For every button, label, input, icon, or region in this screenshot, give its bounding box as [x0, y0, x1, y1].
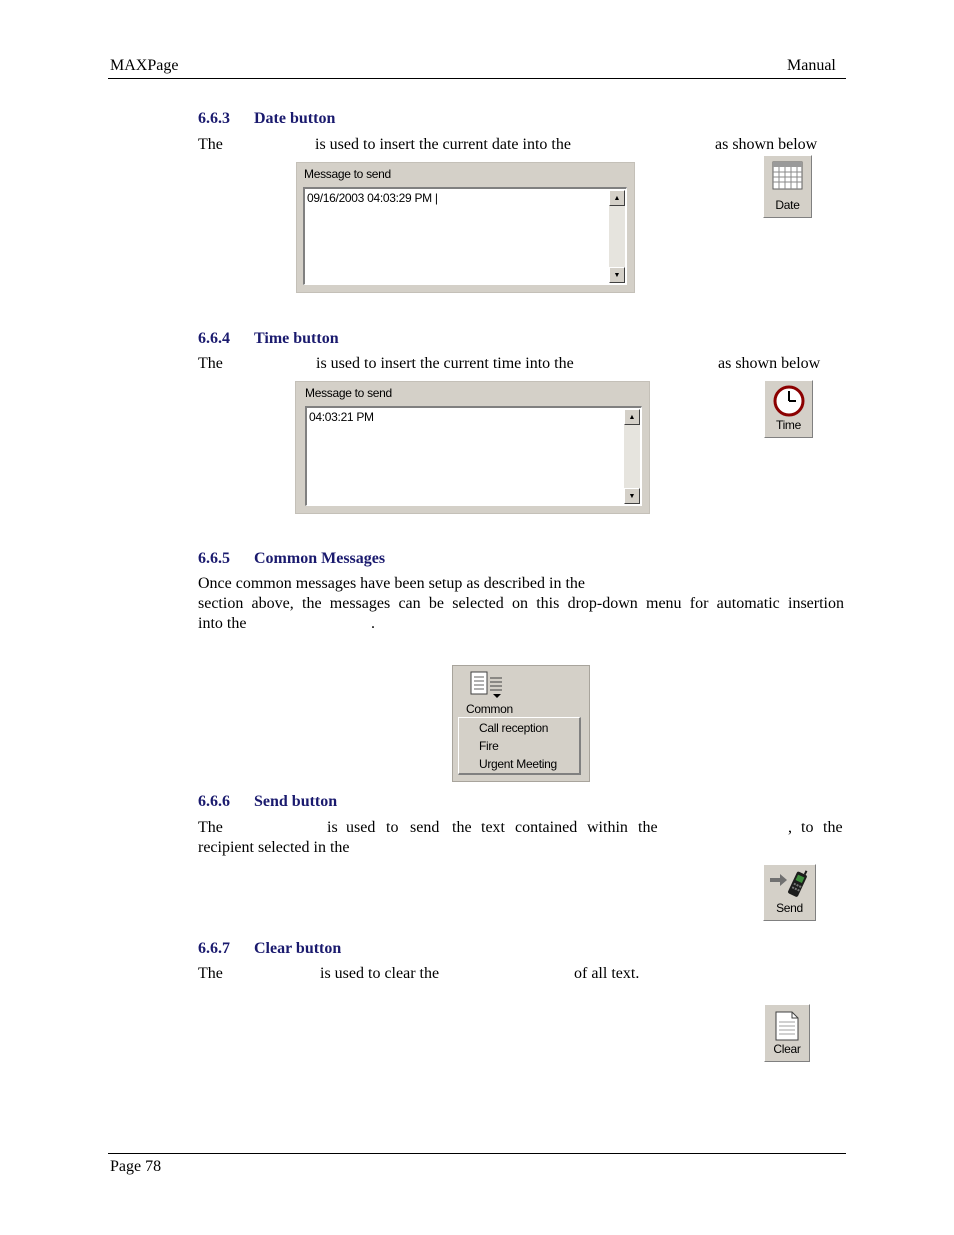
body-text: of all text. — [574, 965, 640, 982]
body-text: send — [410, 819, 440, 836]
calendar-icon — [772, 161, 804, 191]
section-heading-send — [198, 793, 337, 811]
scrollbar[interactable] — [624, 409, 640, 504]
section-title: Time button — [254, 330, 339, 347]
body-text: . — [371, 615, 375, 632]
header-title: MAXPage — [110, 57, 179, 74]
page-number: Page 78 — [110, 1158, 162, 1175]
body-text: The — [198, 965, 223, 982]
body-text: section above, the messages can be selected on this drop-down menu for automatic insertion — [198, 595, 844, 612]
clock-icon — [773, 385, 805, 417]
section-number: 6.6.5 — [198, 550, 230, 567]
section-number: 6.6.4 — [198, 330, 230, 347]
section-title: Date button — [254, 110, 336, 127]
date-button[interactable] — [763, 155, 812, 218]
common-button-label[interactable]: Common — [466, 702, 513, 716]
section-number: 6.6.6 — [198, 793, 230, 810]
body-text: is used to insert the current time into the — [316, 355, 574, 372]
body-text: to — [386, 819, 399, 836]
body-text: Once common messages have been setup as described in the — [198, 575, 585, 592]
send-button[interactable] — [763, 864, 816, 921]
body-text: The — [198, 355, 223, 372]
message-panel-time — [295, 381, 650, 514]
panel-caption: Message to send — [304, 167, 391, 181]
body-text: to — [801, 819, 814, 836]
message-textarea[interactable] — [305, 406, 642, 506]
time-button[interactable] — [764, 380, 813, 438]
message-textarea[interactable] — [303, 187, 627, 285]
section-title: Common Messages — [254, 550, 386, 567]
blank-document-icon — [774, 1011, 800, 1041]
section-heading-common — [198, 550, 385, 568]
body-text: is — [327, 819, 338, 836]
header-rule — [108, 78, 846, 79]
section-number: 6.6.7 — [198, 940, 230, 957]
common-messages-dropdown — [452, 665, 590, 782]
body-text: , — [788, 819, 792, 836]
footer-rule — [108, 1153, 846, 1154]
body-text: The — [198, 136, 223, 153]
body-text: used — [346, 819, 376, 836]
body-text: text — [481, 819, 505, 836]
body-text: as shown below — [718, 355, 821, 372]
body-text: recipient selected in the — [198, 839, 350, 856]
header-manual: Manual — [787, 57, 836, 74]
section-number: 6.6.3 — [198, 110, 230, 127]
menu-item-urgent-meeting[interactable]: Urgent Meeting — [479, 757, 557, 771]
send-phone-icon — [769, 868, 811, 898]
section-title: Send button — [254, 793, 338, 810]
body-text: The — [198, 819, 223, 836]
body-text: is used to clear the — [320, 965, 440, 982]
button-label: Time — [775, 418, 802, 432]
section-heading-clear — [198, 940, 341, 958]
document-list-icon — [469, 670, 505, 700]
section-heading-time — [198, 330, 339, 348]
body-text: the — [452, 819, 472, 836]
body-text: within — [587, 819, 628, 836]
scroll-up-icon[interactable]: ▲ — [609, 190, 625, 206]
message-panel-date — [296, 162, 635, 293]
scroll-down-icon[interactable]: ▼ — [609, 267, 625, 283]
clear-button[interactable] — [764, 1004, 810, 1062]
body-text: the — [823, 819, 843, 836]
section-title: Clear button — [254, 940, 342, 957]
body-text: into the — [198, 615, 247, 632]
scroll-down-icon[interactable]: ▼ — [624, 488, 640, 504]
section-heading-date — [198, 110, 335, 128]
scrollbar[interactable] — [609, 190, 625, 283]
body-text: is used to insert the current date into the — [315, 136, 571, 153]
button-label: Clear — [773, 1042, 801, 1056]
button-label: Date — [775, 198, 800, 212]
button-label: Send — [776, 901, 803, 915]
scroll-up-icon[interactable]: ▲ — [624, 409, 640, 425]
body-text: contained — [515, 819, 578, 836]
message-value: 09/16/2003 04:03:29 PM | — [307, 191, 438, 205]
panel-caption: Message to send — [305, 386, 392, 400]
body-text: as shown below — [715, 136, 818, 153]
body-text: the — [638, 819, 658, 836]
dropdown-menu — [458, 717, 581, 775]
menu-item-call-reception[interactable]: Call reception — [479, 721, 549, 735]
message-value: 04:03:21 PM — [309, 410, 374, 424]
menu-item-fire[interactable]: Fire — [479, 739, 499, 753]
